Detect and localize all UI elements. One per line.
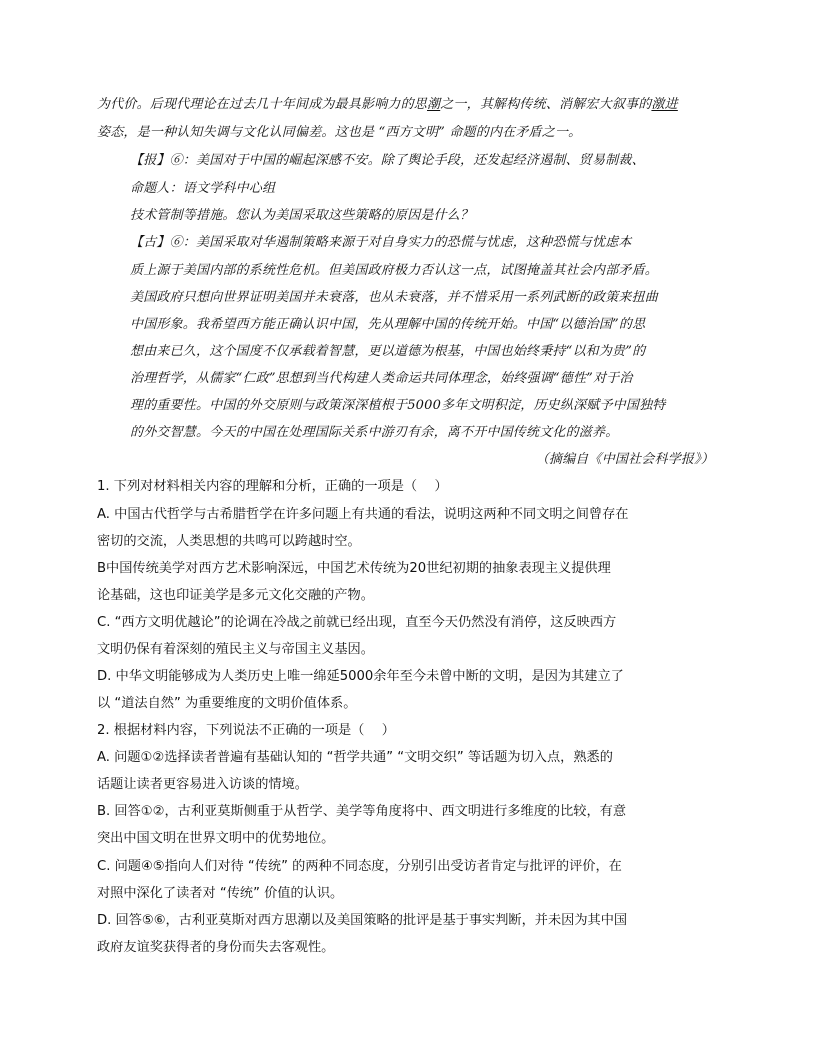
- question-option: 文明仍保有着深刻的殖民主义与帝国主义基因。: [97, 642, 374, 657]
- question-option: D. 回答⑤⑥，古利亚莫斯对西方思潮以及美国策略的批评是基于事实判断，并未因为其中国: [97, 913, 628, 928]
- interview-answer-line: 想由来已久，这个国度不仅承载着智慧，更以道德为根基，中国也始终秉持“以和为贵”的: [130, 344, 646, 359]
- interview-answer-line: 中国形象。我希望西方能正确认识中国，先从理解中国的传统开始。中国“以德治国”的思: [130, 317, 646, 332]
- source-citation: （摘编自《中国社会科学报》）: [535, 452, 714, 467]
- interview-question: 【报】⑥：美国对于中国的崛起深感不安。除了舆论手段，还发起经济遏制、贸易制裁、: [130, 153, 645, 168]
- question-option: A. 问题①②选择读者普遍有基础认知的 “哲学共通” “文明交织” 等话题为切入点，熟悉的: [97, 750, 613, 765]
- article-line: 姿态，是一种认知失调与文化认同偏差。这也是 “西方文明” 命题的内在矛盾之一。: [97, 125, 582, 140]
- interview-answer-line: 【古】⑥：美国采取对华遏制策略来源于对自身实力的恐慌与忧虑，这种恐慌与忧虑本: [130, 235, 632, 250]
- author-credit: 命题人：语文学科中心组: [130, 181, 276, 196]
- question-option: 突出中国文明在世界文明中的优势地位。: [97, 831, 335, 846]
- article-text: 为代价。后现代理论在过去几十年间成为最具影响力的思: [97, 97, 428, 112]
- article-text: 之一，其解构传统、消解宏大叙事的: [440, 97, 652, 112]
- question-option: 密切的交流，人类思想的共鸣可以跨越时空。: [97, 534, 361, 549]
- question-option: 话题让读者更容易进入访谈的情境。: [97, 777, 308, 792]
- underlined-word: 潮: [427, 97, 441, 112]
- question-option: B中国传统美学对西方艺术影响深远，中国艺术传统为20世纪初期的抽象表现主义提供理: [97, 561, 611, 576]
- question-option: 政府友谊奖获得者的身份而失去客观性。: [97, 940, 335, 955]
- question-stem: 1. 下列对材料相关内容的理解和分析，正确的一项是（ ）: [97, 479, 448, 494]
- interview-answer-line: 美国政府只想向世界证明美国并未衰落，也从未衰落，并不惜采用一系列武断的政策来扭曲: [130, 290, 659, 305]
- interview-answer-line: 的外交智慧。今天的中国在处理国际关系中游刃有余，离不开中国传统文化的滋养。: [130, 425, 619, 440]
- question-option: 以 “道法自然” 为重要维度的文明价值体系。: [97, 696, 357, 711]
- interview-question: 技术管制等措施。您认为美国采取这些策略的原因是什么？: [130, 208, 474, 223]
- question-option: 对照中深化了读者对 “传统” 价值的认识。: [97, 886, 344, 901]
- article-line: [97, 96, 678, 114]
- question-option: B. 回答①②，古利亚莫斯侧重于从哲学、美学等角度将中、西文明进行多维度的比较，有意: [97, 804, 627, 819]
- question-option: C. 问题④⑤指向人们对待 “传统” 的两种不同态度，分别引出受访者肯定与批评的评价，在: [97, 859, 622, 874]
- question-option: C. “西方文明优越论”的论调在冷战之前就已经出现，直至今天仍然没有消停，这反映西方: [97, 615, 617, 630]
- question-option: D. 中华文明能够成为人类历史上唯一绵延5000余年至今未曾中断的文明，是因为其建立了: [97, 669, 624, 684]
- underlined-word: 激进: [651, 97, 678, 112]
- interview-answer-line: 理的重要性。中国的外交原则与政策深深植根于5000多年文明积淀，历史纵深赋予中国独特: [130, 398, 666, 413]
- interview-answer-line: 质上源于美国内部的系统性危机。但美国政府极力否认这一点，试图掩盖其社会内部矛盾。: [130, 263, 659, 278]
- interview-answer-line: 治理哲学，从儒家“仁政”思想到当代构建人类命运共同体理念，始终强调“德性”对于治: [130, 371, 633, 386]
- question-option: 论基础，这也印证美学是多元文化交融的产物。: [97, 588, 374, 603]
- question-option: A. 中国古代哲学与古希腊哲学在许多问题上有共通的看法，说明这两种不同文明之间曾存在: [97, 507, 629, 522]
- question-stem: 2. 根据材料内容，下列说法不正确的一项是（ ）: [97, 723, 395, 738]
